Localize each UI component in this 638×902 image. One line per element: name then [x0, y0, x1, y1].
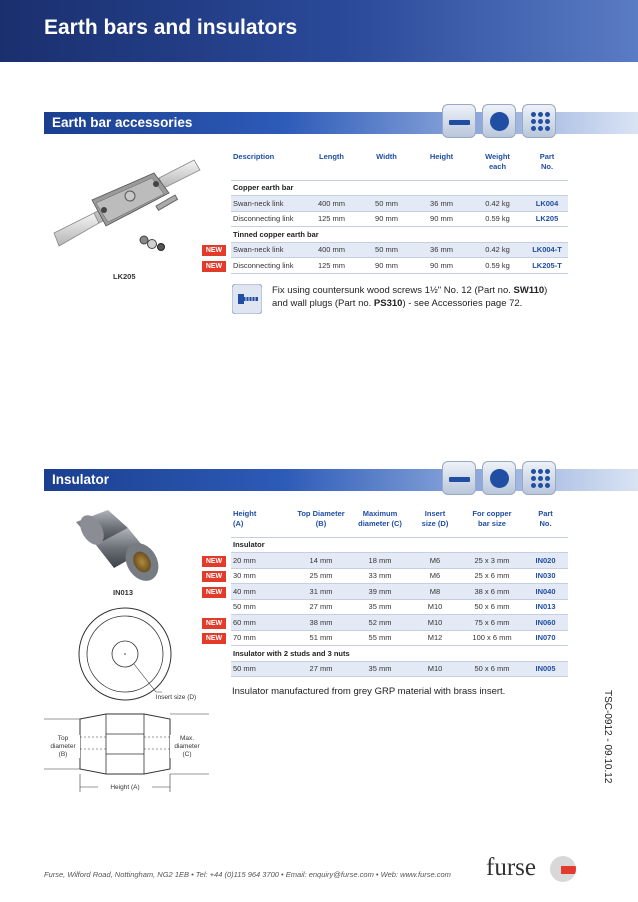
section-title: Insulator — [52, 472, 110, 487]
table-cell: 27 mm — [291, 599, 351, 615]
table-cell: 25 x 6 mm — [461, 568, 523, 584]
part-number-cell: IN013 — [523, 599, 568, 615]
table-cell: 125 mm — [304, 211, 359, 227]
group-row — [231, 646, 568, 662]
section-title-bar — [44, 469, 444, 491]
furse-logo — [486, 852, 581, 886]
screw-icon — [232, 284, 262, 314]
table-cell: 14 mm — [291, 553, 351, 569]
table-cell: M10 — [409, 599, 461, 615]
col-header: Part No. — [539, 152, 555, 171]
part-number-link: PS310 — [373, 297, 403, 309]
part-number-cell: IN005 — [523, 661, 568, 677]
table-cell: 400 mm — [304, 242, 359, 258]
table-cell: 0.42 kg — [469, 196, 526, 212]
table-cell: 50 mm — [231, 599, 291, 615]
section-title-bar — [44, 112, 444, 134]
multi-hole-icon — [522, 461, 556, 495]
table-cell: 30 mm — [231, 568, 291, 584]
table-cell: 50 x 6 mm — [461, 661, 523, 677]
table-row — [231, 258, 568, 274]
table-row — [231, 584, 568, 600]
logo-mark-icon — [550, 856, 576, 882]
col-header: Insert size (D) — [421, 509, 449, 528]
table-cell: 31 mm — [291, 584, 351, 600]
table-cell: 33 mm — [351, 568, 409, 584]
table-cell: 50 mm — [359, 196, 414, 212]
table-cell: M8 — [409, 584, 461, 600]
col-header: Width — [376, 152, 397, 161]
height-label: Height (A) — [98, 784, 152, 792]
table-row — [231, 553, 568, 569]
table-cell: 18 mm — [351, 553, 409, 569]
part-number-cell: LK004-T — [526, 242, 568, 258]
top-diameter-label: Top diameter (B) — [46, 735, 80, 758]
insert-size-label: Insert size (D) — [155, 694, 197, 701]
table-cell: 55 mm — [351, 630, 409, 646]
multi-hole-icon — [522, 104, 556, 138]
col-header: Part No. — [538, 509, 553, 528]
table-cell: 0.59 kg — [469, 211, 526, 227]
table-row — [231, 615, 568, 631]
table-row — [231, 242, 568, 258]
table-cell: 60 mm — [231, 615, 291, 631]
flat-bar-icon — [442, 104, 476, 138]
table-cell: 90 mm — [414, 211, 469, 227]
table-cell: M6 — [409, 553, 461, 569]
table-cell: 90 mm — [359, 258, 414, 274]
group-row — [231, 537, 568, 553]
table-cell: 35 mm — [351, 661, 409, 677]
fixing-note — [272, 285, 592, 311]
table-cell: 0.42 kg — [469, 242, 526, 258]
col-header: Maximum diameter (C) — [358, 509, 402, 528]
table-cell: 50 mm — [359, 242, 414, 258]
part-number-cell: IN020 — [523, 553, 568, 569]
table-cell: 70 mm — [231, 630, 291, 646]
table-row — [231, 211, 568, 227]
new-badge: NEW — [202, 618, 226, 629]
new-badge: NEW — [202, 587, 226, 598]
document-code — [598, 690, 628, 810]
col-header: Description — [233, 152, 275, 161]
group-row — [231, 180, 568, 196]
table-cell: M12 — [409, 630, 461, 646]
insulator-product-image — [68, 500, 168, 585]
group-label: Insulator — [231, 537, 568, 553]
table-row — [231, 630, 568, 646]
part-number-cell: LK205-T — [526, 258, 568, 274]
table-cell: 50 x 6 mm — [461, 599, 523, 615]
table-row — [231, 568, 568, 584]
round-bar-icon — [482, 461, 516, 495]
max-diameter-label: Max. diameter (C) — [170, 735, 204, 758]
new-badge: NEW — [202, 556, 226, 567]
table-cell: Disconnecting link — [231, 211, 304, 227]
col-header: Height (A) — [233, 509, 257, 528]
table-cell: 90 mm — [359, 211, 414, 227]
note-text: and wall plugs (Part no. — [272, 297, 374, 309]
part-number-cell: LK205 — [526, 211, 568, 227]
table-row — [231, 196, 568, 212]
table-cell: 38 mm — [291, 615, 351, 631]
table-header-row — [231, 509, 568, 537]
table-cell: 400 mm — [304, 196, 359, 212]
table-cell: 52 mm — [351, 615, 409, 631]
col-header: Top Diameter (B) — [297, 509, 345, 528]
group-label: Insulator with 2 studs and 3 nuts — [231, 646, 568, 662]
table-cell: 25 mm — [291, 568, 351, 584]
table-cell: 25 x 3 mm — [461, 553, 523, 569]
group-label: Copper earth bar — [231, 180, 568, 196]
part-number-link: SW110 — [513, 285, 545, 296]
table-cell: Disconnecting link — [231, 258, 304, 274]
new-badge: NEW — [202, 633, 226, 644]
note-text: ) - see Accessories page 72. — [402, 297, 523, 309]
table-cell: M6 — [409, 568, 461, 584]
part-number-cell: IN040 — [523, 584, 568, 600]
table-cell: 90 mm — [414, 258, 469, 274]
document-code-text: TSC-0912 - 09.10.12 — [602, 690, 613, 784]
part-number-cell: IN030 — [523, 568, 568, 584]
page-title: Earth bars and insulators — [44, 16, 298, 39]
earth-bar-product-image — [44, 148, 214, 273]
table-cell: 36 mm — [414, 242, 469, 258]
table-cell: 125 mm — [304, 258, 359, 274]
table-header-row — [231, 152, 568, 180]
new-badge: NEW — [202, 571, 226, 582]
col-header: Length — [319, 152, 344, 161]
part-number-cell: LK004 — [526, 196, 568, 212]
table-row — [231, 599, 568, 615]
footer-contact: Furse, Wilford Road, Nottingham, NG2 1EB • Tel: +44 (0)115 964 3700 • Email: enquiry@furse.com • Web: www.furse.com — [44, 870, 451, 879]
table-cell: 0.59 kg — [469, 258, 526, 274]
table-row — [231, 661, 568, 677]
part-number-cell: IN070 — [523, 630, 568, 646]
table-cell: Swan-neck link — [231, 196, 304, 212]
insulator-image-caption: IN013 — [113, 588, 134, 597]
table-cell: 35 mm — [351, 599, 409, 615]
insulator-spec-table — [231, 509, 568, 677]
new-badge: NEW — [202, 261, 226, 272]
note-text: Fix using countersunk wood screws 1½" No. 12 (Part no. — [272, 285, 514, 296]
table-cell: Swan-neck link — [231, 242, 304, 258]
table-cell: 38 x 6 mm — [461, 584, 523, 600]
table-cell: 75 x 6 mm — [461, 615, 523, 631]
table-cell: 50 mm — [231, 661, 291, 677]
logo-wordmark: furse — [486, 854, 536, 881]
page-header — [0, 0, 638, 62]
flat-bar-icon — [442, 461, 476, 495]
table-cell: 39 mm — [351, 584, 409, 600]
table-cell: 36 mm — [414, 196, 469, 212]
table-cell: 20 mm — [231, 553, 291, 569]
table-cell: M10 — [409, 615, 461, 631]
group-label: Tinned copper earth bar — [231, 227, 568, 243]
part-number-cell: IN060 — [523, 615, 568, 631]
table-cell: 27 mm — [291, 661, 351, 677]
new-badge: NEW — [202, 245, 226, 256]
col-header: For copper bar size — [472, 509, 512, 528]
earth-bar-spec-table — [231, 152, 568, 274]
note-text: ) — [544, 285, 548, 296]
col-header: Height — [429, 152, 454, 161]
earth-bar-image-caption: LK205 — [113, 272, 136, 281]
col-header: Weight each — [485, 152, 510, 171]
table-cell: 51 mm — [291, 630, 351, 646]
table-cell: 100 x 6 mm — [461, 630, 523, 646]
table-cell: 40 mm — [231, 584, 291, 600]
round-bar-icon — [482, 104, 516, 138]
section-title: Earth bar accessories — [52, 115, 193, 130]
group-row — [231, 227, 568, 243]
table-cell: M10 — [409, 661, 461, 677]
insulator-material-note: Insulator manufactured from grey GRP material with brass insert. — [232, 686, 506, 697]
